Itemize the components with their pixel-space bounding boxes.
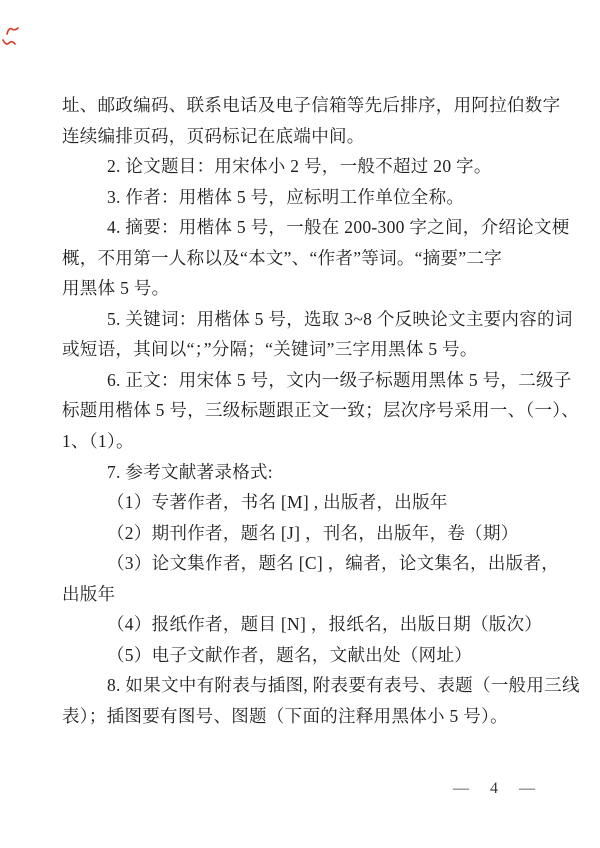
text-line: （1）专著作者，书名 [M] , 出版者，出版年	[107, 492, 448, 513]
text-line: 表）；插图要有图号、图题（下面的注释用黑体小 5 号）。	[62, 705, 508, 726]
text-line: 标题用楷体 5 号，三级标题跟正文一致；层次序号采用一、（一）、	[62, 400, 580, 421]
text-line: 4. 摘要：用楷体 5 号，一般在 200-300 字之间，介绍论文梗	[107, 217, 570, 238]
text-line: 6. 正文：用宋体 5 号，文内一级子标题用黑体 5 号，二级子	[107, 369, 572, 390]
document-text	[62, 90, 580, 731]
text-line: 2. 论文题目：用宋体小 2 号，一般不超过 20 字。	[107, 156, 492, 177]
red-scribble-icon	[2, 38, 16, 47]
text-line: 3. 作者：用楷体 5 号，应标明工作单位全称。	[107, 186, 465, 207]
text-line: 8. 如果文中有附表与插图, 附表要有表号、表题（一般用三线	[107, 675, 580, 696]
page-number: — 4 —	[453, 780, 537, 797]
text-line: （5）电子文献作者，题名，文献出处（网址）	[107, 644, 473, 665]
text-line: 1、（1）。	[62, 431, 134, 452]
text-line: （2）期刊作者，题名 [J] ，刊名，出版年，卷（期）	[107, 522, 519, 543]
text-line: 5. 关键词：用楷体 5 号，选取 3~8 个反映论文主要内容的词	[107, 308, 573, 329]
text-line: 或短语，其间以“；”分隔；“关键词”三字用黑体 5 号。	[62, 339, 478, 360]
text-line: 址、邮政编码、联系电话及电子信箱等先后排序，用阿拉伯数字	[62, 95, 561, 115]
text-line: （3）论文集作者，题名 [C] ，编者，论文集名，出版者，	[107, 553, 560, 574]
text-line: 7. 参考文献著录格式:	[107, 461, 273, 482]
text-line: （4）报纸作者，题目 [N] ，报纸名，出版日期（版次）	[107, 614, 543, 635]
text-line: 出版年	[62, 583, 116, 604]
text-line: 概，不用第一人称以及“本文”、“作者”等词。“摘要”二字	[62, 247, 503, 268]
text-line: 用黑体 5 号。	[62, 278, 170, 299]
text-line: 连续编排页码，页码标记在底端中间。	[62, 125, 365, 146]
red-scribble-icon	[6, 26, 19, 36]
